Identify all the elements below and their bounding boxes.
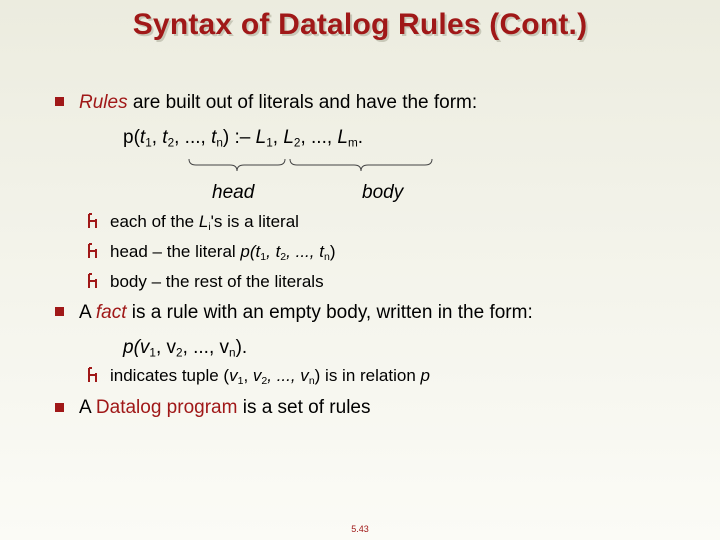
h-bullet-icon [86,213,100,229]
term-rules: Rules [79,92,128,113]
square-bullet-icon [55,307,64,316]
bullet-fact: A fact is a rule with an empty body, written in the form: [79,302,533,323]
page-title: Syntax of Datalog Rules (Cont.) [132,8,588,41]
fact-sub-item: indicates tuple ($v_1$, $v_2$, ..., $v_n$) is in relation p [110,366,430,387]
rule-formula: $p(t_1$, $t_2$, ..., $t_n$) :– $L_1$, $L_2$, ..., $L_m$. [123,127,364,150]
h-bullet-icon [86,243,100,259]
square-bullet-icon [55,97,64,106]
h-bullet-icon [86,367,100,383]
head-label: head [212,182,255,203]
bullet-rules: Rules are built out of literals and have the form: [79,92,478,113]
body-label: body [362,182,404,203]
square-bullet-icon [55,403,64,412]
sub-item-literals: each of the $L_i's$ is a literal [110,212,299,233]
sub-item-body: body – the rest of the literals [110,272,324,291]
h-bullet-icon [86,273,100,289]
head-brace [188,158,286,172]
slide-number: 5.43 [351,524,369,534]
sub-item-head: head – the literal $p(t_1$, $t_2$, ..., $t_n$) [110,242,336,263]
term-fact: fact [95,302,127,323]
fact-formula: $p(v_1$, $v_2$, ..., $v_n$). [123,337,248,360]
bullet-program: A Datalog program is a set of rules [79,397,371,418]
body-brace [289,158,433,172]
term-datalog-program: Datalog program [95,397,238,418]
